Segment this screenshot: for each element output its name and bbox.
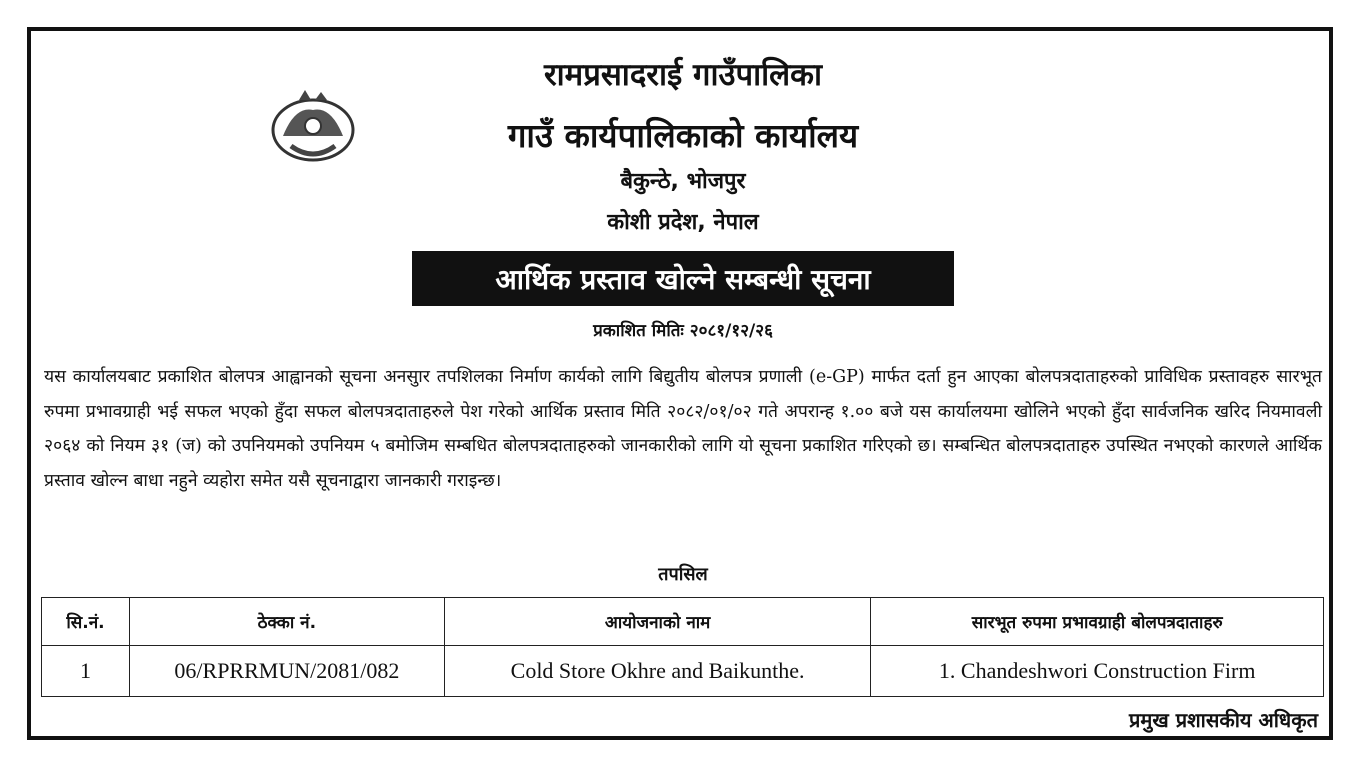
cell-project-name: Cold Store Okhre and Baikunthe. (444, 646, 871, 697)
notice-banner-text: आर्थिक प्रस्ताव खोल्ने सम्बन्धी सूचना (495, 262, 871, 296)
cell-sn: 1 (42, 646, 130, 697)
cell-bidders: 1. Chandeshwori Construction Firm (871, 646, 1324, 697)
bidder-table (41, 597, 1324, 697)
office-title: गाउँ कार्यपालिकाको कार्यालय (507, 116, 859, 155)
notice-banner (412, 251, 954, 306)
header-sn: सि.नं. (42, 598, 130, 646)
header-bidders: सारभूत रुपमा प्रभावग्राही बोलपत्रदाताहरु (871, 598, 1324, 646)
notice-body: यस कार्यालयबाट प्रकाशित बोलपत्र आह्वानको सूचना अनसुार तपशिलका निर्माण कार्यको लागि बिद्युतीय बोलपत्र प्रणाली (e-GP) मार्फत दर्ता हुन आएका बोलपत्रदाताहरुको प्राविधिक प्रस्तावहरु सारभूत रुपमा प्रभावग्राही भई सफल भएको हुँदा सफल बोलपत्रदाताहरुले पेश गरेको आर्थिक प्रस्ताव मिति २०८२/०१/०२ गते अपरान्ह १.०० बजे यस कार्यालयमा खोलिने भएको हुँदा सार्वजनिक खरिद नियमावली २०६४ को नियम ३१ (ज) को उपनियमको उपनियम ५ बमोजिम सम्बधित बोलपत्रदाताहरुको जानकारीको लागि यो सूचना प्रकाशित गरिएको छ। सम्बन्धित बोलपत्रदाताहरु उपस्थित नभएको कारणले आर्थिक प्रस्ताव खोल्न बाधा नहुने व्यहोरा समेत यसै सूचनाद्वारा जानकारी गराइन्छ। (44, 367, 1322, 491)
cell-contract-no: 06/RPRRMUN/2081/082 (129, 646, 444, 697)
table-header-row (42, 598, 1324, 646)
header-project-name: आयोजनाको नाम (444, 598, 871, 646)
table-row (42, 646, 1324, 697)
published-date: प्रकाशित मितिः २०८१/१२/२६ (593, 321, 773, 341)
header-contract-no: ठेक्का नं. (129, 598, 444, 646)
table-title: तपसिल (658, 564, 708, 585)
address-line: बैकुन्ठे, भोजपुर (620, 169, 746, 194)
province-line: कोशी प्रदेश, नेपाल (607, 210, 759, 235)
municipality-title: रामप्रसादराई गाउँपालिका (543, 57, 823, 93)
signature-title: प्रमुख प्रशासकीय अधिकृत (1129, 708, 1318, 732)
